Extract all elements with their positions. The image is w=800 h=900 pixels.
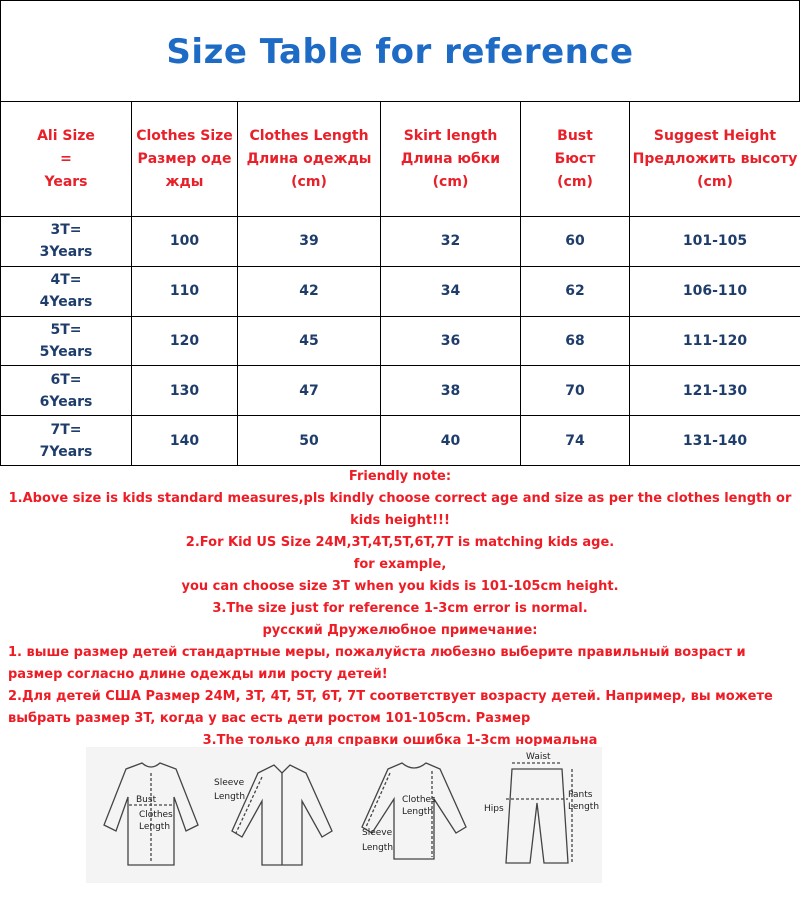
cell-skirt-length: 34 (381, 266, 521, 316)
bust-label: Bust (136, 795, 157, 805)
pants-length-label: Length (568, 802, 600, 812)
cell-clothes-length: 45 (238, 316, 381, 366)
cell-bust: 62 (521, 266, 630, 316)
header-clothes-size: Clothes Size Размер оде жды (132, 102, 238, 217)
cell-skirt-length: 38 (381, 366, 521, 416)
cell-clothes-length: 47 (238, 366, 381, 416)
cell-clothes-size: 130 (132, 366, 238, 416)
note-1: 1.Above size is kids standard measures,pls kindly choose correct age and size as per the clothes length or kids height!!! (8, 491, 792, 528)
table-header-row (1, 102, 800, 217)
cell-ali-size: 7T= 7Years (1, 416, 132, 466)
ru-notes-heading: русский Дружелюбное примечание: (262, 623, 538, 638)
cell-ali-size: 3T= 3Years (1, 217, 132, 267)
cell-ali-size: 5T= 5Years (1, 316, 132, 366)
cell-suggest-height: 131-140 (630, 416, 800, 466)
note-2: 2.For Kid US Size 24M,3T,4T,5T,6T,7T is matching kids age. (185, 535, 615, 550)
clothes-label-1: Clothes (139, 810, 173, 820)
ru-note-2: 2.Для детей США Размер 24M, 3T, 4T, 5T, 6T, 7T соответствует возрасту детей. Например, вы можете выбрать размер 3T, когда у вас есть дети ростом 101-105cm. Размер (8, 689, 773, 726)
pants-label: Pants (568, 790, 593, 800)
table-row (1, 266, 800, 316)
sleeve-label-2: Sleeve (362, 828, 393, 838)
length-label-1: Length (139, 822, 171, 832)
header-suggest-height: Suggest Height Предложить высоту (cm) (630, 102, 800, 217)
header-bust: Bust Бюст (cm) (521, 102, 630, 217)
measurement-diagram (86, 747, 602, 883)
table-row (1, 316, 800, 366)
table-row (1, 366, 800, 416)
note-3: 3.The size just for reference 1-3cm error is normal. (212, 601, 588, 616)
cell-clothes-size: 120 (132, 316, 238, 366)
header-ali-size: Ali Size = Years (1, 102, 132, 217)
cell-bust: 68 (521, 316, 630, 366)
measurement-illustration (86, 747, 602, 883)
sleeve-label-1: Sleeve (214, 778, 245, 788)
title-box (0, 0, 800, 102)
cell-ali-size: 6T= 6Years (1, 366, 132, 416)
header-clothes-length: Clothes Length Длина одежды (cm) (238, 102, 381, 217)
sleeve-length-label-2: Length (362, 843, 394, 853)
cell-suggest-height: 106-110 (630, 266, 800, 316)
waist-label: Waist (526, 752, 551, 762)
hips-label: Hips (484, 804, 504, 814)
size-table (0, 101, 800, 466)
cell-clothes-size: 110 (132, 266, 238, 316)
cell-suggest-height: 121-130 (630, 366, 800, 416)
clothes-label-2: Clothes (402, 795, 436, 805)
cell-suggest-height: 111-120 (630, 316, 800, 366)
cell-bust: 70 (521, 366, 630, 416)
cell-ali-size: 4T= 4Years (1, 266, 132, 316)
cell-clothes-size: 140 (132, 416, 238, 466)
cell-skirt-length: 40 (381, 416, 521, 466)
cell-clothes-length: 39 (238, 217, 381, 267)
friendly-notes (0, 466, 800, 746)
header-skirt-length: Skirt length Длина юбки (cm) (381, 102, 521, 217)
cell-skirt-length: 32 (381, 217, 521, 267)
cell-clothes-length: 42 (238, 266, 381, 316)
note-2-detail: you can choose size 3T when you kids is 101-105cm height. (181, 579, 619, 594)
pants-drawing (506, 763, 572, 863)
shirt-sleeve-drawing (232, 765, 332, 865)
table-row (1, 217, 800, 267)
cell-bust: 74 (521, 416, 630, 466)
page-title: Size Table for reference (166, 31, 634, 72)
table-row (1, 416, 800, 466)
sleeve-length-label-1: Length (214, 792, 246, 802)
cell-skirt-length: 36 (381, 316, 521, 366)
ru-note-3: 3.The только для справки ошибка 1-3cm нормальна (202, 733, 598, 746)
cell-suggest-height: 101-105 (630, 217, 800, 267)
note-2-example: for example, (353, 557, 447, 572)
cell-clothes-length: 50 (238, 416, 381, 466)
notes-heading: Friendly note: (348, 469, 452, 484)
length-label-2: Length (402, 807, 434, 817)
ru-note-1: 1. выше размер детей стандартные меры, пожалуйста любезно выберите правильный возраст и размер согласно длине одежды или росту детей! (8, 645, 746, 682)
cell-bust: 60 (521, 217, 630, 267)
cell-clothes-size: 100 (132, 217, 238, 267)
